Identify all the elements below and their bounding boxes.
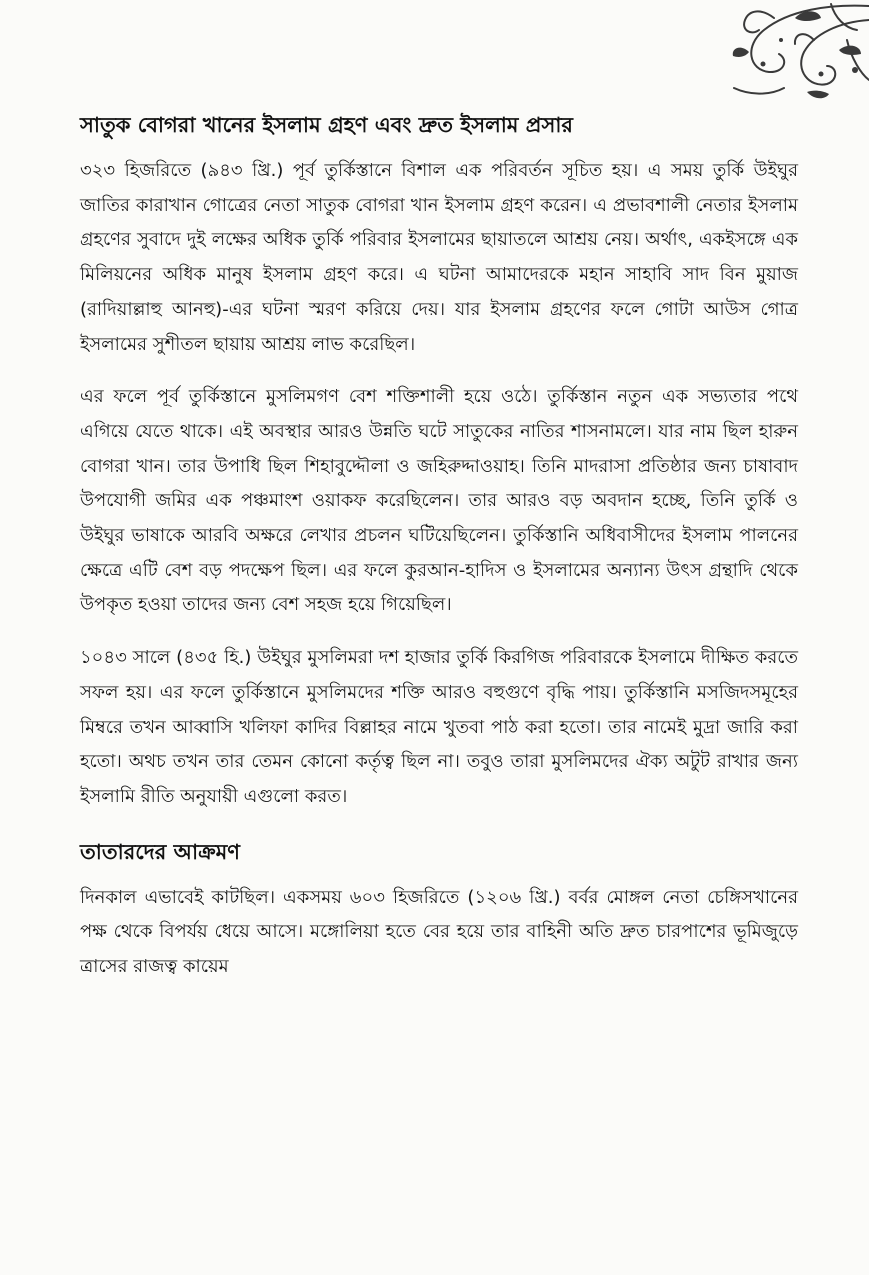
paragraph: দিনকাল এভাবেই কাটছিল। একসময় ৬০৩ হিজরিতে (১২০৬ খ্রি.) বর্বর মোঙ্গল নেতা চেঙ্গিসখানের পক্ষ থেকে বিপর্যয় ধেয়ে আসে। মঙ্গোলিয়া হতে বের হয়ে তার বাহিনী অতি দ্রুত চারপাশের ভূমিজুড়ে ত্রাসের রাজত্ব কায়েম <box>80 886 798 978</box>
paragraph: ৩২৩ হিজরিতে (৯৪৩ খ্রি.) পূর্ব তুর্কিস্তানে বিশাল এক পরিবর্তন সূচিত হয়। এ সময় তুর্কি উইঘুর জাতির কারাখান গোত্রের নেতা সাতুক বোগরা খান ইসলাম গ্রহণ করেন। এ প্রভাবশালী নেতার ইসলাম গ্রহণের সুবাদে দুই লক্ষের অধিক তুর্কি পরিবার ইসলামের ছায়াতলে আশ্রয় নেয়। অর্থাৎ, একইসঙ্গে এক মিলিয়নের অধিক মানুষ ইসলাম গ্রহণ করে। এ ঘটনা আমাদেরকে মহান সাহাবি সাদ বিন মুয়াজ (রাদিয়াল্লাহু আনহু)-এর ঘটনা স্মরণ করিয়ে দেয়। যার ইসলাম গ্রহণের ফলে গোটা আউস গোত্র ইসলামের সুশীতল ছায়ায় আশ্রয় লাভ করেছিল। <box>80 160 798 355</box>
section-heading: তাতারদের আক্রমণ <box>80 839 240 864</box>
floral-ornament <box>599 0 869 110</box>
paragraph: ১০৪৩ সালে (৪৩৫ হি.) উইঘুর মুসলিমরা দশ হাজার তুর্কি কিরগিজ পরিবারকে ইসলামে দীক্ষিত করতে সফল হয়। এর ফলে তুর্কিস্তানে মুসলিমদের শক্তি আরও বহুগুণে বৃদ্ধি পায়। তুর্কিস্তানি মসজিদসমূহের মিম্বরে তখন আব্বাসি খলিফা কাদির বিল্লাহর নামে খুতবা পাঠ করা হতো। তার নামেই মুদ্রা জারি করা হতো। অথচ তখন তার তেমন কোনো কর্তৃত্ব ছিল না। তবুও তারা মুসলিমদের ঐক্য অটুট রাখার জন্য ইসলামি রীতি অনুযায়ী এগুলো করত। <box>80 647 798 807</box>
paragraph: এর ফলে পূর্ব তুর্কিস্তানে মুসলিমগণ বেশ শক্তিশালী হয়ে ওঠে। তুর্কিস্তান নতুন এক সভ্যতার পথে এগিয়ে যেতে থাকে। এই অবস্থার আরও উন্নতি ঘটে সাতুকের নাতির শাসনামলে। যার নাম ছিল হারুন বোগরা খান। তার উপাধি ছিল শিহাবুদ্দৌলা ও জহিরুদ্দাওয়াহ। তিনি মাদরাসা প্রতিষ্ঠার জন্য চাষাবাদ উপযোগী জমির এক পঞ্চমাংশ ওয়াকফ করেছিলেন। তার আরও বড় অবদান হচ্ছে, তিনি তুর্কি ও উইঘুর ভাষাকে আরবি অক্ষরে লেখার প্রচলন ঘটিয়েছিলেন। তুর্কিস্তানি অধিবাসীদের ইসলাম পালনের ক্ষেত্রে এটি বেশ বড় পদক্ষেপ ছিল। এর ফলে কুরআন-হাদিস ও ইসলামের অন্যান্য উৎস গ্রন্থাদি থেকে উপকৃত হওয়া তাদের জন্য বেশ সহজ হয়ে গিয়েছিল। <box>80 386 798 616</box>
section-heading: সাতুক বোগরা খানের ইসলাম গ্রহণ এবং দ্রুত ইসলাম প্রসার <box>80 113 573 137</box>
page-content <box>80 108 798 985</box>
